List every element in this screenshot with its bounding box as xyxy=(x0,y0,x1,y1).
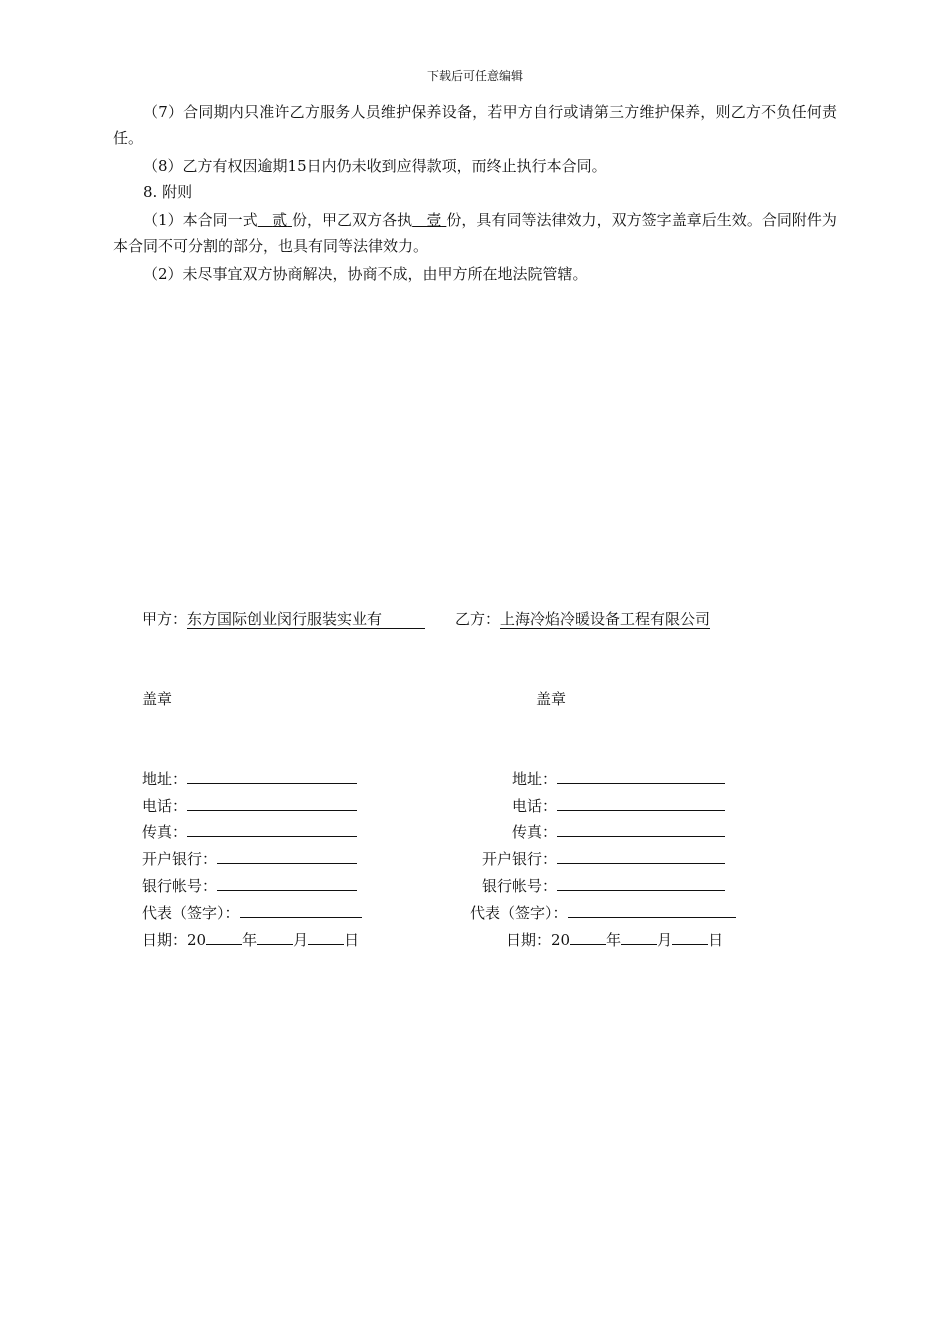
party-a-phone-blank[interactable] xyxy=(187,796,357,811)
party-b-date: 日期：20 年 月 日 xyxy=(506,931,724,949)
appendix-clause-1: （1）本合同一式 贰 份，甲乙双方各执 壹 份，具有同等法律效力，双方签字盖章后生效。合同附件为本合同不可分割的部分，也具有同等法律效力。 xyxy=(113,211,837,255)
party-b-fax-blank[interactable] xyxy=(557,822,725,837)
party-a-account: 银行帐号： xyxy=(142,875,357,896)
clause-7: （7）合同期内只准许乙方服务人员维护保养设备，若甲方自行或请第三方维护保养，则乙方不负任何责任。 xyxy=(113,103,837,147)
copies-count: 贰 xyxy=(272,211,288,229)
party-b-signature-blank[interactable] xyxy=(568,903,736,918)
party-b-representative: 代表（签字）： xyxy=(470,902,736,923)
party-a-month-blank[interactable] xyxy=(257,930,293,945)
party-a-day-blank[interactable] xyxy=(308,930,344,945)
party-b-month-blank[interactable] xyxy=(621,930,657,945)
party-a-representative: 代表（签字）： xyxy=(142,902,362,923)
party-b-address-blank[interactable] xyxy=(557,769,725,784)
party-a-fax: 传真： xyxy=(142,821,357,842)
party-b-day-blank[interactable] xyxy=(672,930,708,945)
party-b-address: 地址： xyxy=(512,768,725,789)
party-a-year-blank[interactable] xyxy=(206,930,242,945)
clause-8: （8）乙方有权因逾期15日内仍未收到应得款项，而终止执行本合同。 xyxy=(143,157,607,175)
party-a-seal: 盖章 xyxy=(142,690,173,708)
appendix-clause-2: （2）未尽事宜双方协商解决，协商不成，由甲方所在地法院管辖。 xyxy=(143,265,588,283)
party-a-account-blank[interactable] xyxy=(217,876,357,891)
party-b-seal: 盖章 xyxy=(536,690,567,708)
party-b-name: 上海冷焰冷暖设备工程有限公司 xyxy=(500,610,711,628)
page-header: 下载后可任意编辑 xyxy=(426,69,523,83)
party-a-signature-blank[interactable] xyxy=(240,903,362,918)
party-b-account: 银行帐号： xyxy=(482,875,725,896)
party-b-bank-blank[interactable] xyxy=(557,849,725,864)
copies-each: 壹 xyxy=(426,211,442,229)
party-a-bank-blank[interactable] xyxy=(217,849,357,864)
party-a-fax-blank[interactable] xyxy=(187,822,357,837)
section-8-heading: 8. 附则 xyxy=(143,183,193,201)
party-b-account-blank[interactable] xyxy=(557,876,725,891)
party-b-fax: 传真： xyxy=(512,821,725,842)
party-a-address-blank[interactable] xyxy=(187,769,357,784)
party-b-bank: 开户银行： xyxy=(482,848,725,869)
party-a-bank: 开户银行： xyxy=(142,848,357,869)
party-b-phone-blank[interactable] xyxy=(557,796,725,811)
party-b-year-blank[interactable] xyxy=(570,930,606,945)
party-a-address: 地址： xyxy=(142,768,357,789)
party-b-name-row: 乙方：上海冷焰冷暖设备工程有限公司 xyxy=(455,610,711,628)
party-a-phone: 电话： xyxy=(142,795,357,816)
party-a-name-row: 甲方：东方国际创业闵行服装实业有 xyxy=(142,608,425,629)
party-b-phone: 电话： xyxy=(512,795,725,816)
party-a-date: 日期：20 年 月 日 xyxy=(142,931,360,949)
party-a-name: 东方国际创业闵行服装实业有 xyxy=(187,611,425,629)
